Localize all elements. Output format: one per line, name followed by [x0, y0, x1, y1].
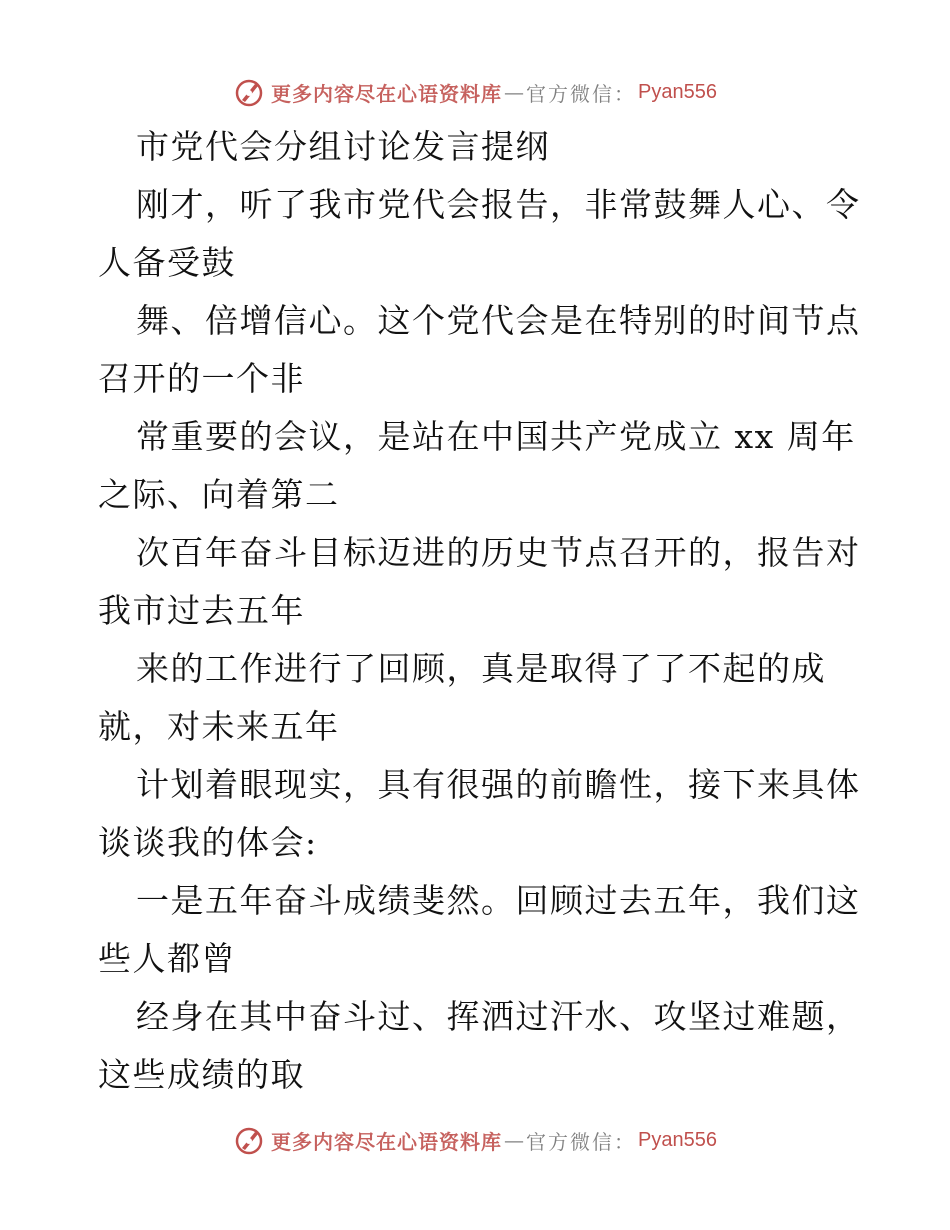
- watermark-wechat-id: Pyan556: [638, 80, 717, 103]
- text-line: 人备受鼓: [98, 243, 236, 282]
- text-line: 计划着眼现实，具有很强的前瞻性，接下来具体: [136, 765, 861, 804]
- watermark-dash: —: [504, 1128, 525, 1152]
- text-line: 来的工作进行了回顾，真是取得了了不起的成: [136, 649, 826, 688]
- header-watermark: [0, 72, 950, 112]
- footer-watermark: [0, 1120, 950, 1160]
- text-line: 些人都曾: [98, 939, 236, 978]
- text-line: 经身在其中奋斗过、挥洒过汗水、攻坚过难题，: [136, 997, 861, 1036]
- text-line: 之际、向着第二: [98, 475, 340, 514]
- text-line: 就，对未来五年: [98, 707, 340, 746]
- text-line: 召开的一个非: [98, 359, 305, 398]
- text-line: 常重要的会议，是站在中国共产党成立 xx 周年: [136, 417, 856, 456]
- text-line: 一是五年奋斗成绩斐然。回顾过去五年，我们这: [136, 881, 861, 920]
- text-line: 刚才，听了我市党代会报告，非常鼓舞人心、令: [136, 185, 861, 224]
- text-line: 舞、倍增信心。这个党代会是在特别的时间节点: [136, 301, 861, 340]
- quill-logo-icon: [233, 1124, 265, 1156]
- watermark-wechat-label: 官方微信：: [526, 1129, 637, 1154]
- watermark-wechat-label: 官方微信：: [526, 81, 637, 106]
- watermark-brand-text: 更多内容尽在心语资料库: [271, 1129, 503, 1154]
- document-title: 市党代会分组讨论发言提纲: [136, 127, 550, 166]
- text-line: 谈谈我的体会:: [98, 823, 318, 862]
- watermark-brand-text: 更多内容尽在心语资料库: [271, 81, 503, 106]
- watermark-dash: —: [504, 80, 525, 104]
- quill-logo-icon: [233, 76, 265, 108]
- document-body: [98, 118, 861, 1104]
- watermark-wechat-id: Pyan556: [638, 1128, 717, 1151]
- text-line: 次百年奋斗目标迈进的历史节点召开的，报告对: [136, 533, 861, 572]
- text-line: 这些成绩的取: [98, 1055, 305, 1094]
- text-line: 我市过去五年: [98, 591, 305, 630]
